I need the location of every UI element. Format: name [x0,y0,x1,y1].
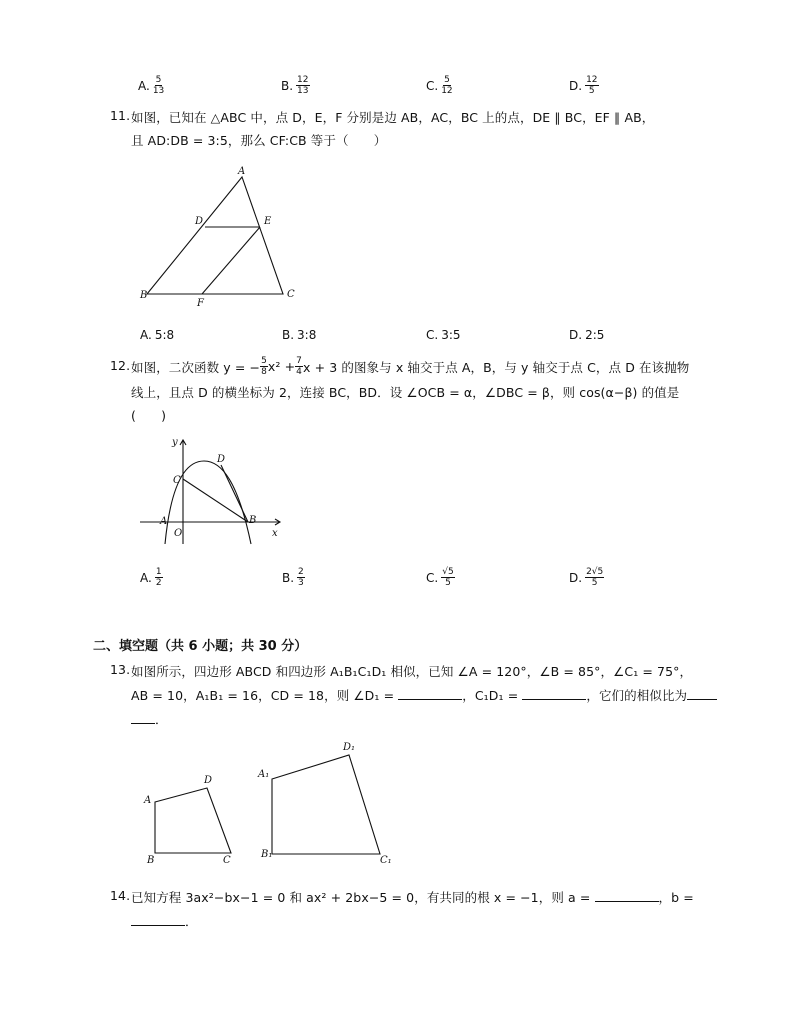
q13-number: 13. [110,662,131,677]
q13-text-line2: AB = 10，A₁B₁ = 16，CD = 18，则 ∠D₁ = ，C₁D₁ = ，它们的相似比为 [131,686,717,704]
label-a: A [144,795,152,806]
label-c: C [173,475,181,486]
quad-a1b1c1d1 [272,755,380,854]
label-b: B [140,290,148,301]
fraction: $\frac{√5}{5}$ [442,567,454,588]
q11-option-b: B. 3:8 [282,328,317,342]
label-a: A [238,166,246,177]
q13-figure [140,735,400,870]
label-b: B [147,855,155,866]
label-e: E [264,216,272,227]
label-b1: B₁ [261,849,273,860]
q12-option-c: C. $\frac{√5}{5}$ [426,567,454,588]
fraction: $\frac{12}{5}$ [586,75,598,96]
label-a1: A₁ [258,769,270,780]
quad-abcd [155,788,231,853]
fraction: $\frac{5}{13}$ [152,75,165,96]
q10-option-d: D. $\frac{12}{5}$ [569,75,598,96]
q11-option-d: D. 2:5 [569,328,605,342]
label-y: y [172,437,178,448]
label-d: D [217,454,226,465]
q11-option-a: A. 5:8 [140,328,175,342]
q11-figure [135,160,305,310]
fraction: $\frac{5}{8}$ [261,356,267,377]
q12-number: 12. [110,358,131,373]
q12-text-line1: 如图，二次函数 y = − $\frac{5}{8}$ x² + $\frac{7}{4}$ x + 3 的图象与 x 轴交于点 A，B，与 y 轴交于点 C，点 D 在该抛物 [131,356,690,377]
fraction: $\frac{7}{4}$ [296,356,302,377]
label-c: C [223,855,231,866]
answer-blank[interactable] [595,889,659,902]
q12-text-line3: ( ) [131,408,167,423]
answer-blank[interactable] [398,687,462,700]
q14-number: 14. [110,888,131,903]
q12-figure [138,432,288,547]
label-c1: C₁ [380,855,392,866]
triangle-abc [147,177,283,294]
label-x: x [272,528,278,539]
answer-blank[interactable] [522,687,586,700]
label-d1: D₁ [343,742,356,753]
q11-option-c: C. 3:5 [426,328,461,342]
q10-option-c: C. $\frac{5}{12}$ [426,75,453,96]
label-d: D [195,216,204,227]
fraction: $\frac{1}{2}$ [155,567,162,588]
q10-option-b: B. $\frac{12}{13}$ [281,75,309,96]
fraction: $\frac{2√5}{5}$ [586,567,604,588]
q12-text-line2: 线上，且点 D 的横坐标为 2，连接 BC，BD．设 ∠OCB = α，∠DBC = β，则 cos(α−β) 的值是 [131,385,680,400]
q11-text-line2: 且 AD:DB = 3:5，那么 CF:CB 等于（ ） [131,133,387,148]
answer-blank[interactable] [131,913,185,926]
q11-number: 11. [110,108,131,123]
q10-option-a: A. $\frac{5}{13}$ [138,75,165,96]
q14-text-line1: 已知方程 3ax²−bx−1 = 0 和 ax² + 2bx−5 = 0，有共同的根 x = −1，则 a = ，b = [131,890,694,905]
label-a: A [160,516,168,527]
label-c: C [287,289,295,300]
section-title: 二、填空题（共 6 小题；共 30 分） [93,639,308,654]
q13-text-line1: 如图所示，四边形 ABCD 和四边形 A₁B₁C₁D₁ 相似，已知 ∠A = 120°，∠B = 85°，∠C₁ = 75°， [131,664,693,679]
label-b: B [249,515,257,526]
label-d: D [204,775,213,786]
label-f: F [197,298,204,309]
fraction: $\frac{5}{12}$ [441,75,453,96]
fraction: $\frac{12}{13}$ [297,75,309,96]
q14-text-line2: ． [131,912,198,930]
answer-blank[interactable] [131,711,155,724]
fraction: $\frac{2}{3}$ [298,567,304,588]
label-o: O [174,528,183,539]
q12-option-d: D. $\frac{2√5}{5}$ [569,567,604,588]
segment-ef [202,227,260,294]
q12-option-a: A. $\frac{1}{2}$ [140,567,162,588]
q12-option-b: B. $\frac{2}{3}$ [282,567,304,588]
q11-text-line1: 如图，已知在 △ABC 中，点 D，E，F 分别是边 AB，AC，BC 上的点，DE ∥ BC，EF ∥ AB， [131,110,655,125]
answer-blank[interactable] [687,687,717,700]
q13-text-line3: ． [131,710,168,728]
